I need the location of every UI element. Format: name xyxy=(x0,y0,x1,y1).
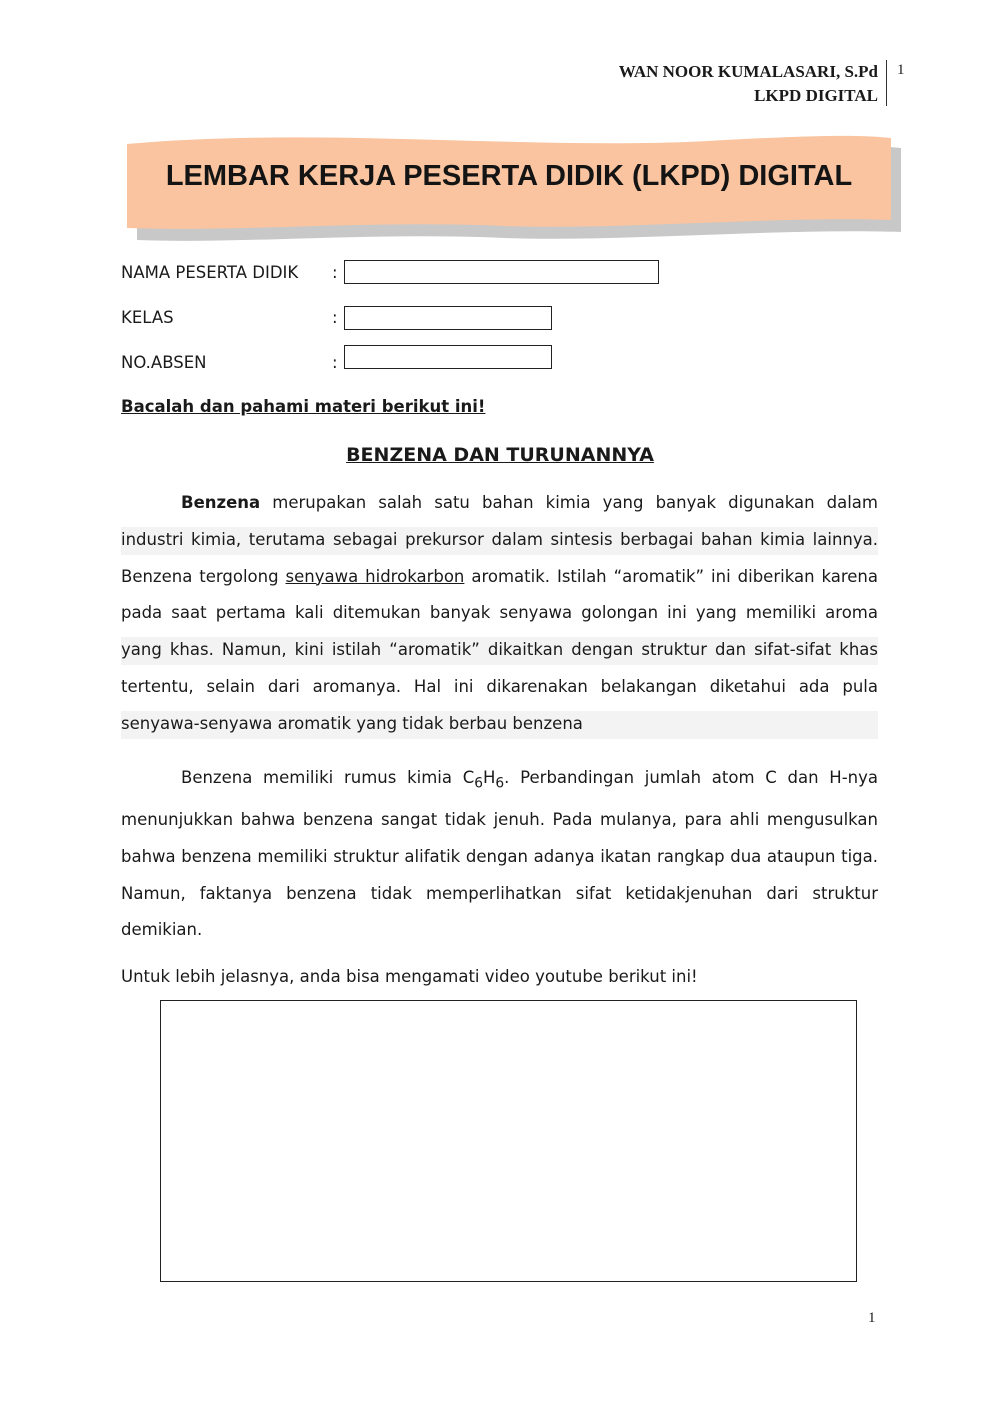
footer-page-number: 1 xyxy=(868,1310,876,1326)
name-colon: : xyxy=(332,263,338,282)
paragraph-benzena-formula xyxy=(121,760,878,949)
paragraph2-text-a: Benzena memiliki rumus kimia C xyxy=(181,768,475,787)
header-page-number: 1 xyxy=(897,62,905,78)
name-input[interactable] xyxy=(344,260,659,284)
banner-title: LEMBAR KERJA PESERTA DIDIK (LKPD) DIGITAL xyxy=(165,160,853,192)
subscript-h: 6 xyxy=(495,775,505,792)
document-header xyxy=(619,60,878,108)
formula-h: H xyxy=(483,768,496,787)
subscript-c: 6 xyxy=(474,775,483,792)
header-author: WAN NOOR KUMALASARI, S.Pd xyxy=(618,62,878,81)
absen-label: NO.ABSEN xyxy=(121,353,207,372)
paragraph-benzena-intro xyxy=(121,485,878,743)
video-intro-text: Untuk lebih jelasnya, anda bisa mengamati video youtube berikut ini! xyxy=(121,967,698,986)
paragraph1-text-b: aromatik. Istilah “aromatik” ini diberikan karena pada saat pertama kali ditemukan banyak senyawa golongan ini yang memiliki aroma yang khas. Namun, kini istilah “aromatik” dikaitkan dengan struktur dan sifat-sifat khas tertentu, selain dari aromanya. Hal ini dikarenakan belakangan diketahui ada pula senyawa-senyawa aromatik yang tidak berbau benzena xyxy=(121,566,878,733)
reading-instruction: Bacalah dan pahami materi berikut ini! xyxy=(121,397,486,416)
class-colon: : xyxy=(332,308,338,327)
class-label: KELAS xyxy=(121,308,174,327)
section-title: BENZENA DAN TURUNANNYA xyxy=(346,444,654,466)
absen-colon: : xyxy=(332,353,338,372)
hydrocarbon-link[interactable]: senyawa hidrokarbon xyxy=(285,566,465,586)
title-banner xyxy=(125,128,905,243)
header-subtitle: LKPD DIGITAL xyxy=(754,86,878,105)
header-divider xyxy=(886,60,887,106)
absen-input[interactable] xyxy=(344,345,552,369)
paragraph1-text-a: merupakan salah satu bahan kimia yang banyak digunakan dalam industri kimia, terutama sebagai prekursor dalam sintesis berbagai bahan kimia lainnya. Benzena tergolong xyxy=(121,493,878,586)
name-label: NAMA PESERTA DIDIK xyxy=(121,263,299,282)
paragraph2-text-b: . Perbandingan jumlah atom C dan H-nya menunjukkan bahwa benzena sangat tidak jenuh. Pada mulanya, para ahli mengusulkan bahwa benzena memiliki struktur alifatik dengan adanya ikatan rangkap dua ataupun tiga. Namun, faktanya benzena tidak memperlihatkan sifat ketidakjenuhan dari struktur demikian. xyxy=(121,768,879,940)
video-embed-box[interactable] xyxy=(160,1000,857,1282)
class-input[interactable] xyxy=(344,306,552,330)
benzena-bold-term: Benzena xyxy=(181,493,261,512)
